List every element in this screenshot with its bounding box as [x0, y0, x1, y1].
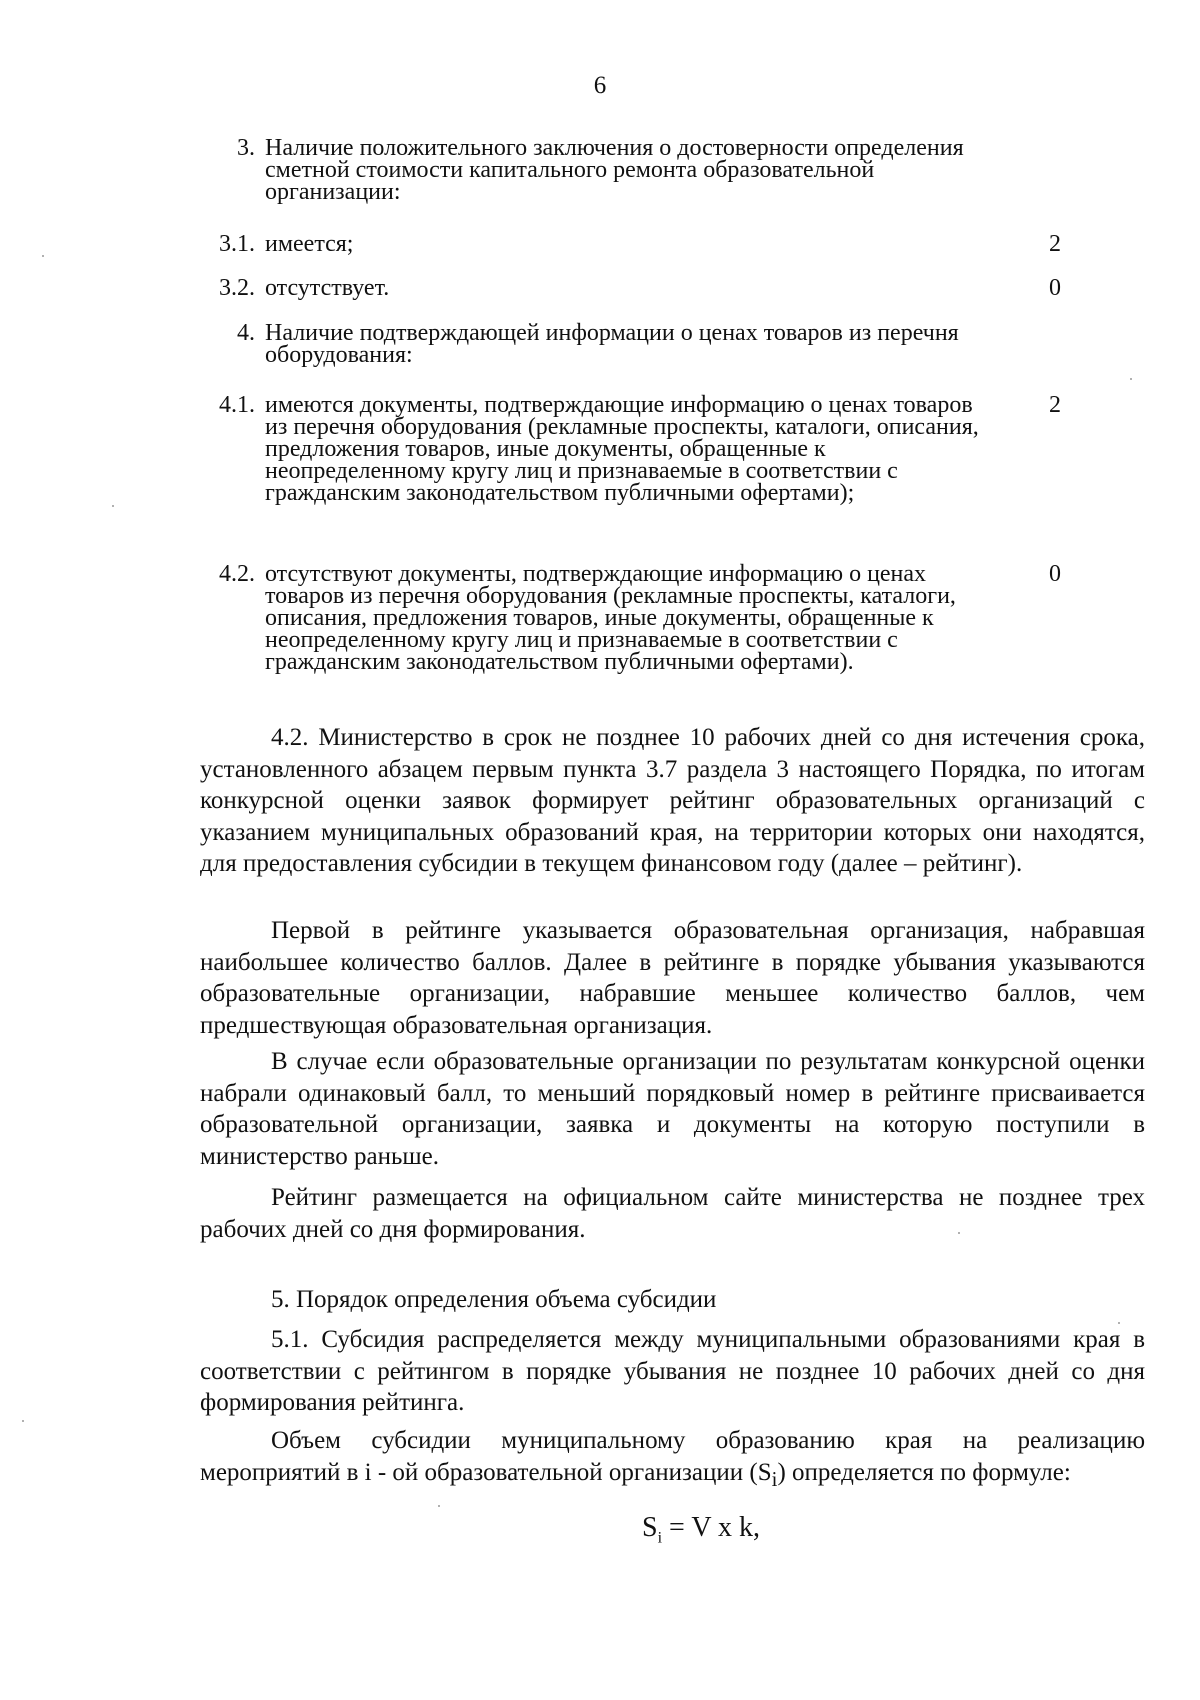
scan-speck	[42, 255, 44, 257]
criterion-number: 3.	[237, 135, 255, 161]
criterion-score: 0	[1049, 275, 1061, 301]
volume-subscript: i	[771, 1466, 778, 1491]
volume-text-part: Объем субсидии муниципальному образованию края на реализацию мероприятий в i - ой образовательной организации (S	[200, 1427, 1145, 1486]
volume-text-part: ) определяется по формуле:	[777, 1458, 1071, 1486]
criterion-text: Наличие подтверждающей информации о ценах товаров из перечня оборудования:	[265, 320, 959, 368]
paragraph-5-1: 5.1. Субсидия распределяется между муниципальными образованиями края в соответствии с рейтингом в порядке убывания не позднее 10 рабочих дней со дня формирования рейтинга.	[200, 1326, 1145, 1416]
paragraph-rating-publication: Рейтинг размещается на официальном сайте министерства не позднее трех рабочих дней со дня формирования.	[200, 1184, 1145, 1243]
scan-speck	[438, 1505, 440, 1507]
scan-speck	[1130, 378, 1132, 380]
scan-speck	[1118, 1322, 1120, 1324]
paragraph-4-2: 4.2. Министерство в срок не позднее 10 рабочих дней со дня истечения срока, установленного абзацем первым пункта 3.7 раздела 3 настоящего Порядка, по итогам конкурсной оценки заявок формирует рейтинг образовательных организаций с указанием муниципальных образований края, на территории которых они находятся, для предоставления субсидии в текущем финансовом году (далее – рейтинг).	[200, 724, 1145, 877]
criterion-text: имеются документы, подтверждающие информацию о ценах товаров из перечня оборудования (рекламные проспекты, каталоги, описания, предложения товаров, иные документы, обращенные к неопределенному кругу лиц и признаваемые в соответствии с гражданским законодательством публичными офертами);	[265, 392, 979, 506]
formula-rhs: = V x k,	[662, 1512, 761, 1543]
paragraph-subsidy-volume	[200, 1425, 1145, 1495]
scan-speck	[958, 1232, 960, 1234]
scan-speck	[22, 1420, 24, 1422]
criterion-number: 4.	[237, 320, 255, 346]
criterion-score: 2	[1049, 392, 1061, 418]
paragraph-equal-score: В случае если образовательные организации по результатам конкурсной оценки набрали одинаковый балл, то меньший порядковый номер в рейтинге присваивается образовательной организации, заявка и документы на которую поступили в министерство раньше.	[200, 1048, 1145, 1170]
criterion-text: Наличие положительного заключения о достоверности определения сметной стоимости капитального ремонта образовательной организации:	[265, 135, 964, 205]
criterion-score: 2	[1049, 231, 1061, 257]
formula-subscript: i	[657, 1529, 663, 1547]
criterion-score: 0	[1049, 561, 1061, 587]
section-5-heading: 5. Порядок определения объема субсидии	[271, 1286, 717, 1313]
formula	[642, 1512, 760, 1548]
criterion-number: 4.1.	[219, 392, 255, 418]
formula-lhs: S	[642, 1512, 658, 1543]
page-number: 6	[593, 72, 607, 99]
criterion-text: отсутствуют документы, подтверждающие информацию о ценах товаров из перечня оборудования (рекламные проспекты, каталоги, описания, предложения товаров, иные документы, обращенные к неопределенному кругу лиц и признаваемые в соответствии с гражданским законодательством публичными офертами).	[265, 561, 956, 675]
paragraph-rating-first: Первой в рейтинге указывается образовательная организация, набравшая наибольшее количество баллов. Далее в рейтинге в порядке убывания указываются образовательные организации, набравшие меньшее количество баллов, чем предшествующая образовательная организация.	[200, 917, 1145, 1039]
criterion-number: 3.2.	[219, 275, 255, 301]
criterion-number: 4.2.	[219, 561, 255, 587]
scan-speck	[112, 505, 114, 507]
criterion-number: 3.1.	[219, 231, 255, 257]
criterion-text: отсутствует.	[265, 275, 390, 301]
criterion-text: имеется;	[265, 231, 354, 257]
